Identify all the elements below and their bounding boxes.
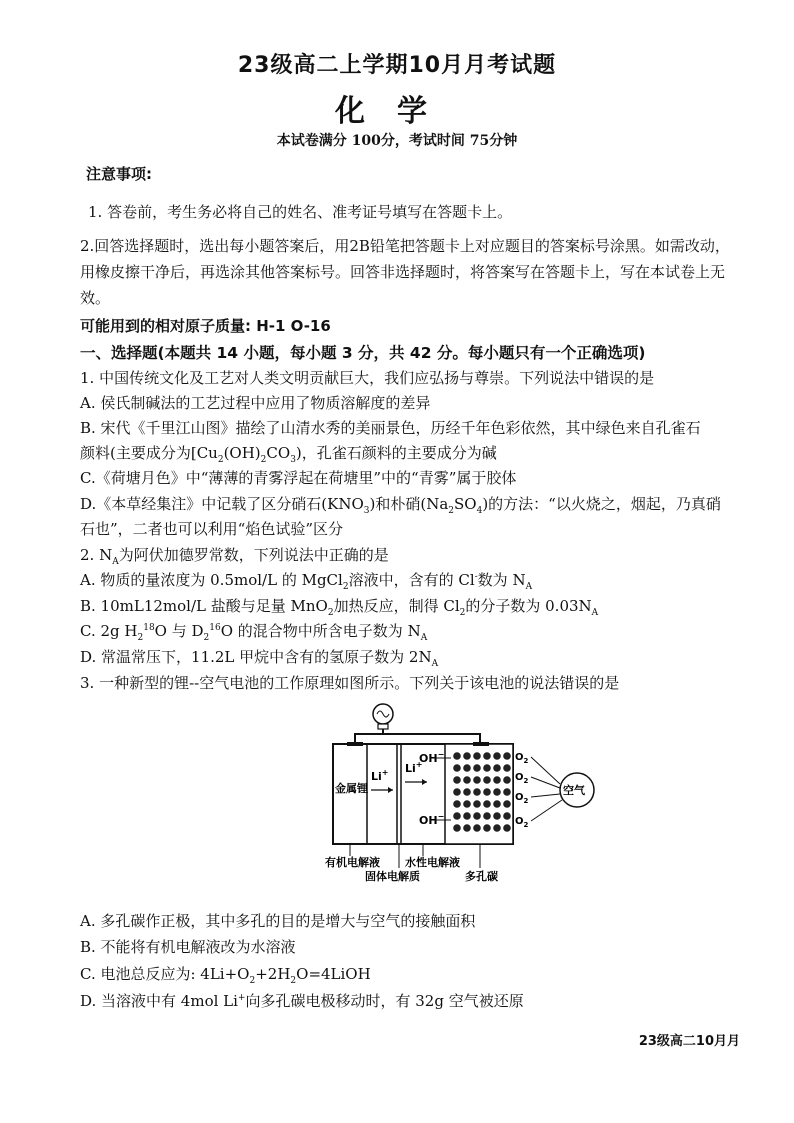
q2-option-c: C. 2g $H_2^{18}O$ 与 $D_2^{16}O$ 的混合物中所含电子数为 $N_A$ — [80, 622, 428, 643]
q3-option-c: C. 电池总反应为: $4Li+O_2+2H_2O=4LiOH$ — [80, 965, 371, 986]
o2-label-3: $O_2$ — [515, 792, 529, 805]
exam-title: 23级高二上学期10月月考试题 — [237, 53, 557, 78]
note-item-2-line-3: 效。 — [80, 289, 111, 307]
note-item-1: 1. 答卷前，考生务必将自己的姓名、准考证号填写在答题卡上。 — [88, 203, 513, 221]
q1-option-a: A. 侯氏制碱法的工艺过程中应用了物质溶解度的差异 — [80, 394, 431, 412]
oh-top-label: OH− — [419, 750, 445, 765]
q1-stem: 1. 中国传统文化及工艺对人类文明贡献巨大，我们应弘扬与尊崇。下列说法中错误的是 — [80, 369, 655, 387]
q3-option-a: A. 多孔碳作正极，其中多孔的目的是增大与空气的接触面积 — [80, 912, 476, 930]
q2-option-d: D. 常温常压下，11.2L 甲烷中含有的氢原子数为 $2N_A$ — [80, 648, 439, 669]
q1-option-d-line-2: 石也”，二者也可以利用“焰色试验”区分 — [80, 520, 344, 538]
li-ion-right-label: Li+ — [405, 760, 423, 775]
note-item-2-line-2: 用橡皮擦干净后，再选涂其他答案标号。回答非选择题时，将答案写在答题卡上，写在本试卷上无 — [80, 263, 726, 281]
subject-title: 化学 — [335, 94, 459, 129]
q1-option-b-line-1: B. 宋代《千里江山图》描绘了山清水秀的美丽景色，历经千年色彩依然，其中绿色来自孔雀石 — [80, 419, 701, 437]
q2-option-a: A. 物质的量浓度为 0.5mol/L 的 MgCl$_2$溶液中，含有的 Cl-数为 $N_A$ — [80, 571, 533, 592]
q1-option-b-line-2: 颜料(主要成分为$[Cu_2(OH)_2CO_3)$，孔雀石颜料的主要成分为碱 — [80, 444, 497, 465]
section-1-heading: 一、选择题(本题共 14 小题，每小题 3 分，共 42 分。每小题只有一个正确选项) — [80, 344, 646, 362]
oh-bottom-label: OH− — [419, 812, 445, 827]
q3-option-b: B. 不能将有机电解液改为水溶液 — [80, 938, 296, 956]
o2-label-2: $O_2$ — [515, 772, 529, 785]
exam-info: 本试卷满分 100分，考试时间 75分钟 — [276, 133, 518, 149]
solid-electrolyte-label: 固体电解质 — [365, 870, 420, 883]
o2-label-1: $O_2$ — [515, 752, 529, 765]
light-bulb-icon — [373, 704, 393, 729]
q2-option-b: B. 10mL12mol/L 盐酸与足量 MnO$_2$加热反应，制得 $Cl_2$的分子数为 $0.03N_A$ — [80, 597, 599, 618]
q2-stem: 2. $N_A$为阿伏加德罗常数，下列说法中正确的是 — [80, 546, 389, 567]
o2-label-4: $O_2$ — [515, 816, 529, 829]
organic-electrolyte-label: 有机电解液 — [325, 856, 380, 869]
lithium-air-battery-diagram — [325, 700, 605, 885]
q3-option-d: D. 当溶液中有 4mol Li+向多孔碳电极移动时，有 32g 空气被还原 — [80, 992, 524, 1010]
aqueous-electrolyte-label: 水性电解液 — [405, 856, 460, 869]
q1-option-d-line-1: D.《本草经集注》中记载了区分硝石$(KNO_3)$和朴硝$(Na_2SO_4)$的方法：“以火烧之，烟起，乃真硝 — [80, 495, 721, 516]
notes-heading: 注意事项: — [86, 165, 152, 183]
page-footer: 23级高二10月月 — [638, 1034, 740, 1049]
li-ion-left-label: Li+ — [371, 768, 389, 783]
air-label: 空气 — [563, 784, 585, 797]
metal-li-label: 金属锂 — [335, 782, 368, 795]
atomic-mass-line: 可能用到的相对原子质量: H-1 O-16 — [80, 317, 331, 335]
porous-carbon-label: 多孔碳 — [465, 870, 498, 883]
q1-option-c: C.《荷塘月色》中“薄薄的青雾浮起在荷塘里”中的“青雾”属于胶体 — [80, 469, 517, 487]
q3-stem: 3. 一种新型的锂--空气电池的工作原理如图所示。下列关于该电池的说法错误的是 — [80, 674, 620, 692]
note-item-2-line-1: 2.回答选择题时，选出每小题答案后，用2B铅笔把答题卡上对应题目的答案标号涂黑。如需改动， — [80, 237, 730, 255]
